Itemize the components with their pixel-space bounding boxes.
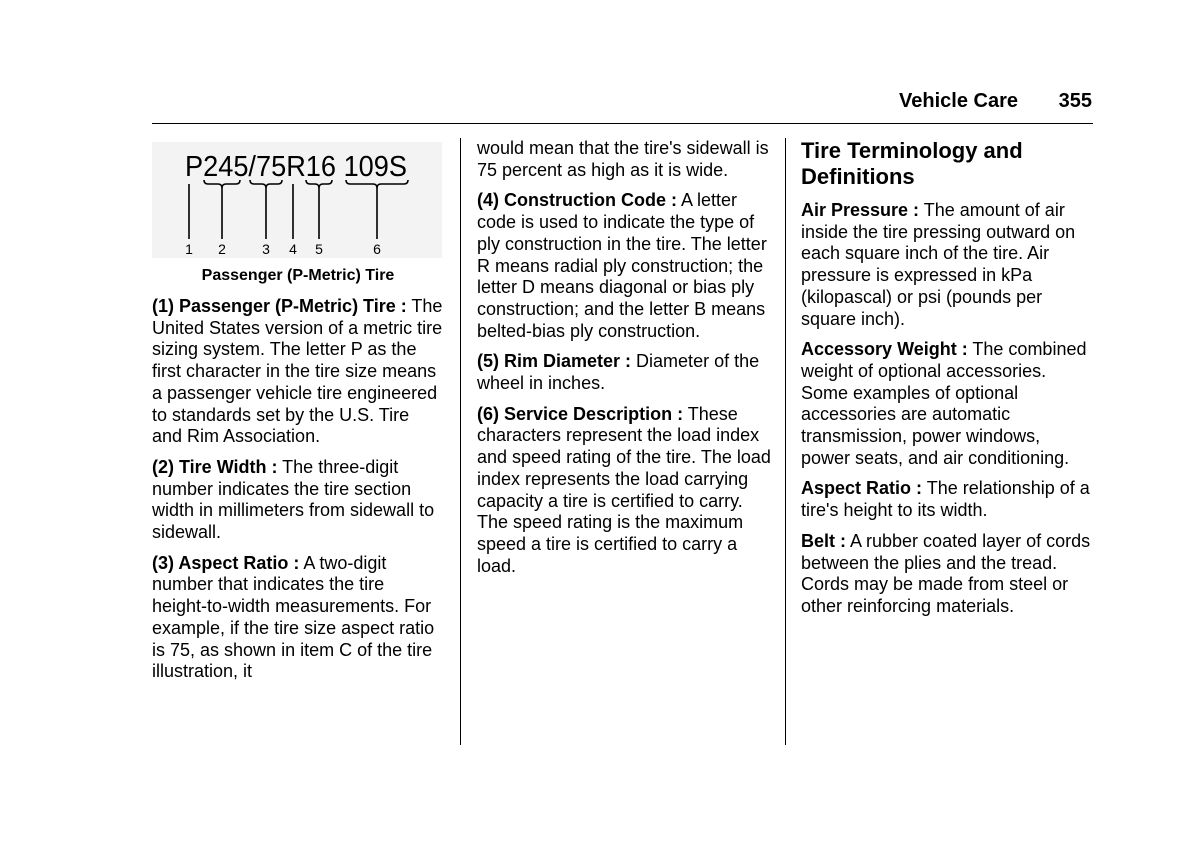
callout-number: 5	[315, 241, 323, 257]
callout-number: 1	[185, 241, 193, 257]
definition-text: The amount of air inside the tire pressing outward on each square inch of the tire. Air pressure is expressed in kPa (kilopascal) or psi (pounds per square inch).	[801, 200, 1076, 329]
page-number: 355	[1058, 90, 1092, 112]
definition-tire-width	[152, 457, 444, 544]
figure-caption: Passenger (P-Metric) Tire	[201, 267, 395, 284]
definition-text: A letter code is used to indicate the type of ply construction in the tire. The letter R means radial ply construction; the letter D means diagonal or bias ply construction; and the letter B means belted-bias ply construction.	[477, 190, 767, 341]
header-rule	[152, 123, 1093, 124]
column-3	[801, 138, 1093, 627]
definition-accessory-weight	[801, 339, 1093, 469]
definition-text: These characters represent the load index and speed rating of the tire. The load index represents the load carrying capacity a tire is certified to carry. The speed rating is the maximum speed a tire is certified to carry a load.	[477, 403, 771, 576]
section-heading: Tire Terminology and Definitions	[801, 138, 1023, 189]
definition-text: A two-digit number that indicates the tire height-to-width measurements. For example, if the tire size aspect ratio is 75, as shown in item C of the tire illustration, it	[152, 552, 435, 682]
definition-construction-code	[477, 190, 773, 342]
tire-size-illustration	[152, 142, 442, 258]
column-divider	[785, 138, 786, 745]
page-header	[152, 90, 1092, 116]
term: Aspect Ratio :	[801, 478, 923, 499]
definition-belt	[801, 531, 1093, 618]
definition-aspect-ratio	[152, 553, 444, 683]
term: (1) Passenger (P-Metric) Tire :	[152, 296, 407, 316]
definition-aspect-ratio	[801, 478, 1093, 521]
term: Accessory Weight :	[801, 339, 968, 360]
term: Belt :	[801, 530, 846, 551]
term: (4) Construction Code :	[477, 190, 677, 211]
term: Air Pressure :	[801, 200, 920, 220]
definition-air-pressure	[801, 200, 1093, 330]
tire-code-text: P245/75R16 109S	[185, 151, 407, 183]
definition-text: A rubber coated layer of cords between the plies and the tread. Cords may be made from steel or other reinforcing materials.	[801, 530, 1091, 616]
callout-leaders	[189, 184, 377, 239]
definition-text: The combined weight of optional accessories. Some examples of optional accessories are automatic transmission, power windows, power seats, and air conditioning.	[801, 339, 1087, 468]
column-2	[477, 138, 773, 586]
definition-rim-diameter	[477, 351, 773, 394]
continued-paragraph: would mean that the tire's sidewall is 75 percent as high as it is wide.	[477, 138, 769, 180]
section-title: Vehicle Care	[899, 90, 1018, 112]
definition-text: Diameter of the wheel in inches.	[477, 351, 760, 394]
callout-number: 3	[262, 241, 270, 257]
term: (3) Aspect Ratio :	[152, 552, 300, 573]
definition-text: The relationship of a tire's height to its width.	[801, 478, 1090, 521]
term: (6) Service Description :	[477, 403, 684, 424]
term: (2) Tire Width :	[152, 456, 278, 477]
definition-service-description	[477, 404, 773, 578]
callout-number: 2	[218, 241, 226, 257]
column-divider	[460, 138, 461, 745]
callout-number: 6	[373, 241, 381, 257]
term: (5) Rim Diameter :	[477, 351, 632, 372]
definition-text: The United States version of a metric tire sizing system. The letter P as the first character in the tire size means a passenger vehicle tire engineered to standards set by the U.S. Tire and Rim Association.	[152, 296, 443, 447]
tire-code-diagram	[152, 142, 442, 258]
definition-passenger-tire	[152, 296, 444, 448]
definition-text: The three-digit number indicates the tire section width in millimeters from sidewall to sidewall.	[152, 456, 435, 543]
column-1	[152, 138, 444, 692]
callout-number: 4	[289, 241, 297, 257]
